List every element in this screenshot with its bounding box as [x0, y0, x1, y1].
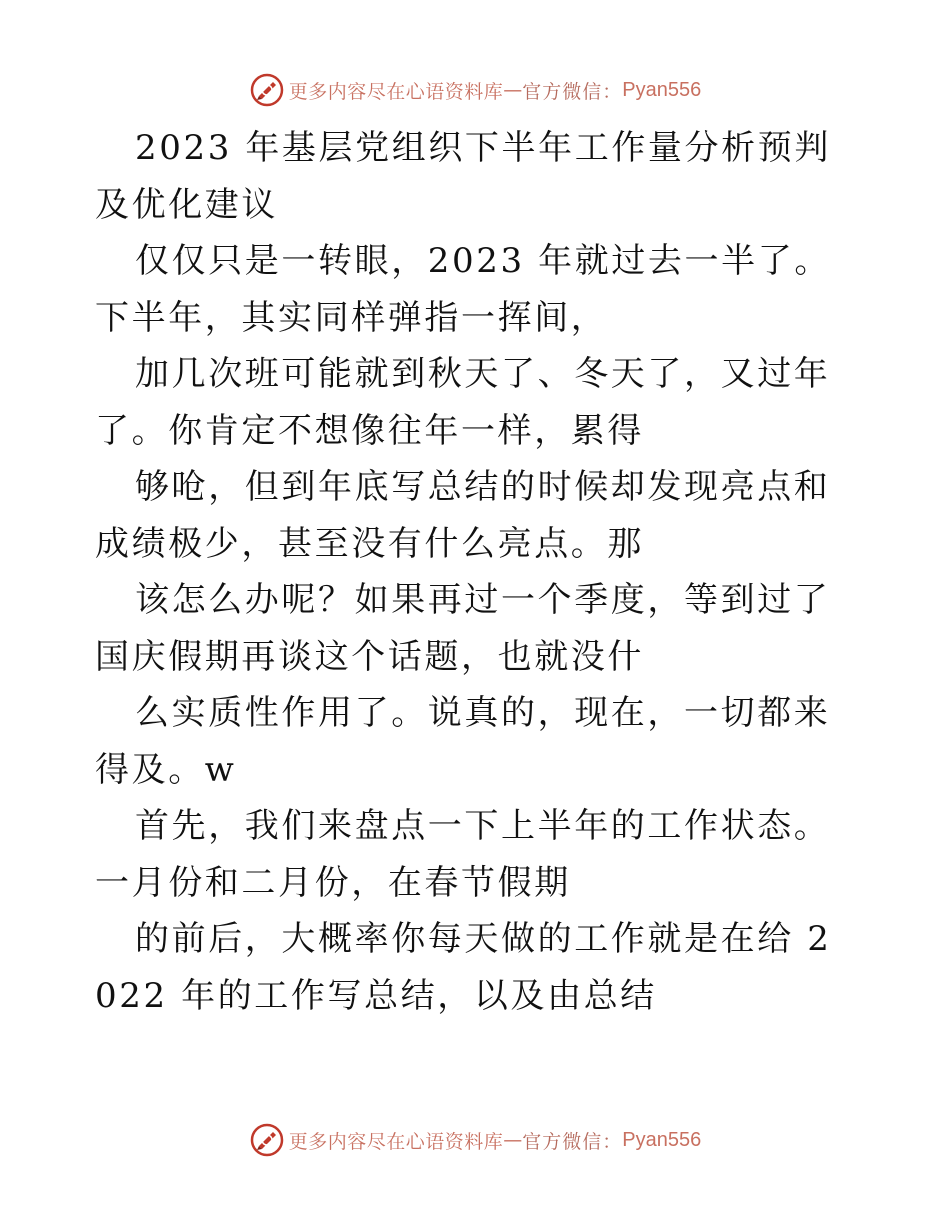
paragraph: 加几次班可能就到秋天了、冬天了，又过年了。你肯定不想像往年一样，累得 — [95, 354, 831, 451]
paragraph: 的前后，大概率你每天做的工作就是在给 2022 年的工作写总结，以及由总结 — [95, 919, 832, 1016]
watermark-site-text: 更多内容尽在心语资料库 — [288, 80, 504, 103]
footer-watermark — [0, 1120, 950, 1160]
document-title: 2023 年基层党组织下半年工作量分析预判及优化建议 — [95, 128, 831, 225]
document-body — [95, 120, 855, 1024]
watermark-official-label: 官方微信： — [522, 1130, 623, 1153]
paragraph: 么实质性作用了。说真的，现在，一切都来得及。w — [95, 693, 831, 790]
paragraph: 仅仅只是一转眼，2023 年就过去一半了。下半年，其实同样弹指一挥间， — [95, 241, 831, 338]
paragraph: 该怎么办呢？如果再过一个季度，等到过了国庆假期再谈这个话题，也就没什 — [95, 580, 831, 677]
pen-circle-logo-icon — [249, 1122, 285, 1158]
watermark-account-id: Pyan556 — [622, 78, 702, 101]
watermark-dash: — — [503, 79, 523, 101]
pen-circle-logo-icon — [249, 72, 285, 108]
watermark-dash: — — [503, 1129, 523, 1151]
watermark-account-id: Pyan556 — [622, 1128, 702, 1151]
watermark-official-label: 官方微信： — [522, 80, 623, 103]
paragraph: 够呛，但到年底写总结的时候却发现亮点和成绩极少，甚至没有什么亮点。那 — [95, 467, 831, 564]
paragraph: 首先，我们来盘点一下上半年的工作状态。一月份和二月份，在春节假期 — [95, 806, 831, 903]
watermark-site-text: 更多内容尽在心语资料库 — [288, 1130, 504, 1153]
header-watermark — [0, 70, 950, 110]
